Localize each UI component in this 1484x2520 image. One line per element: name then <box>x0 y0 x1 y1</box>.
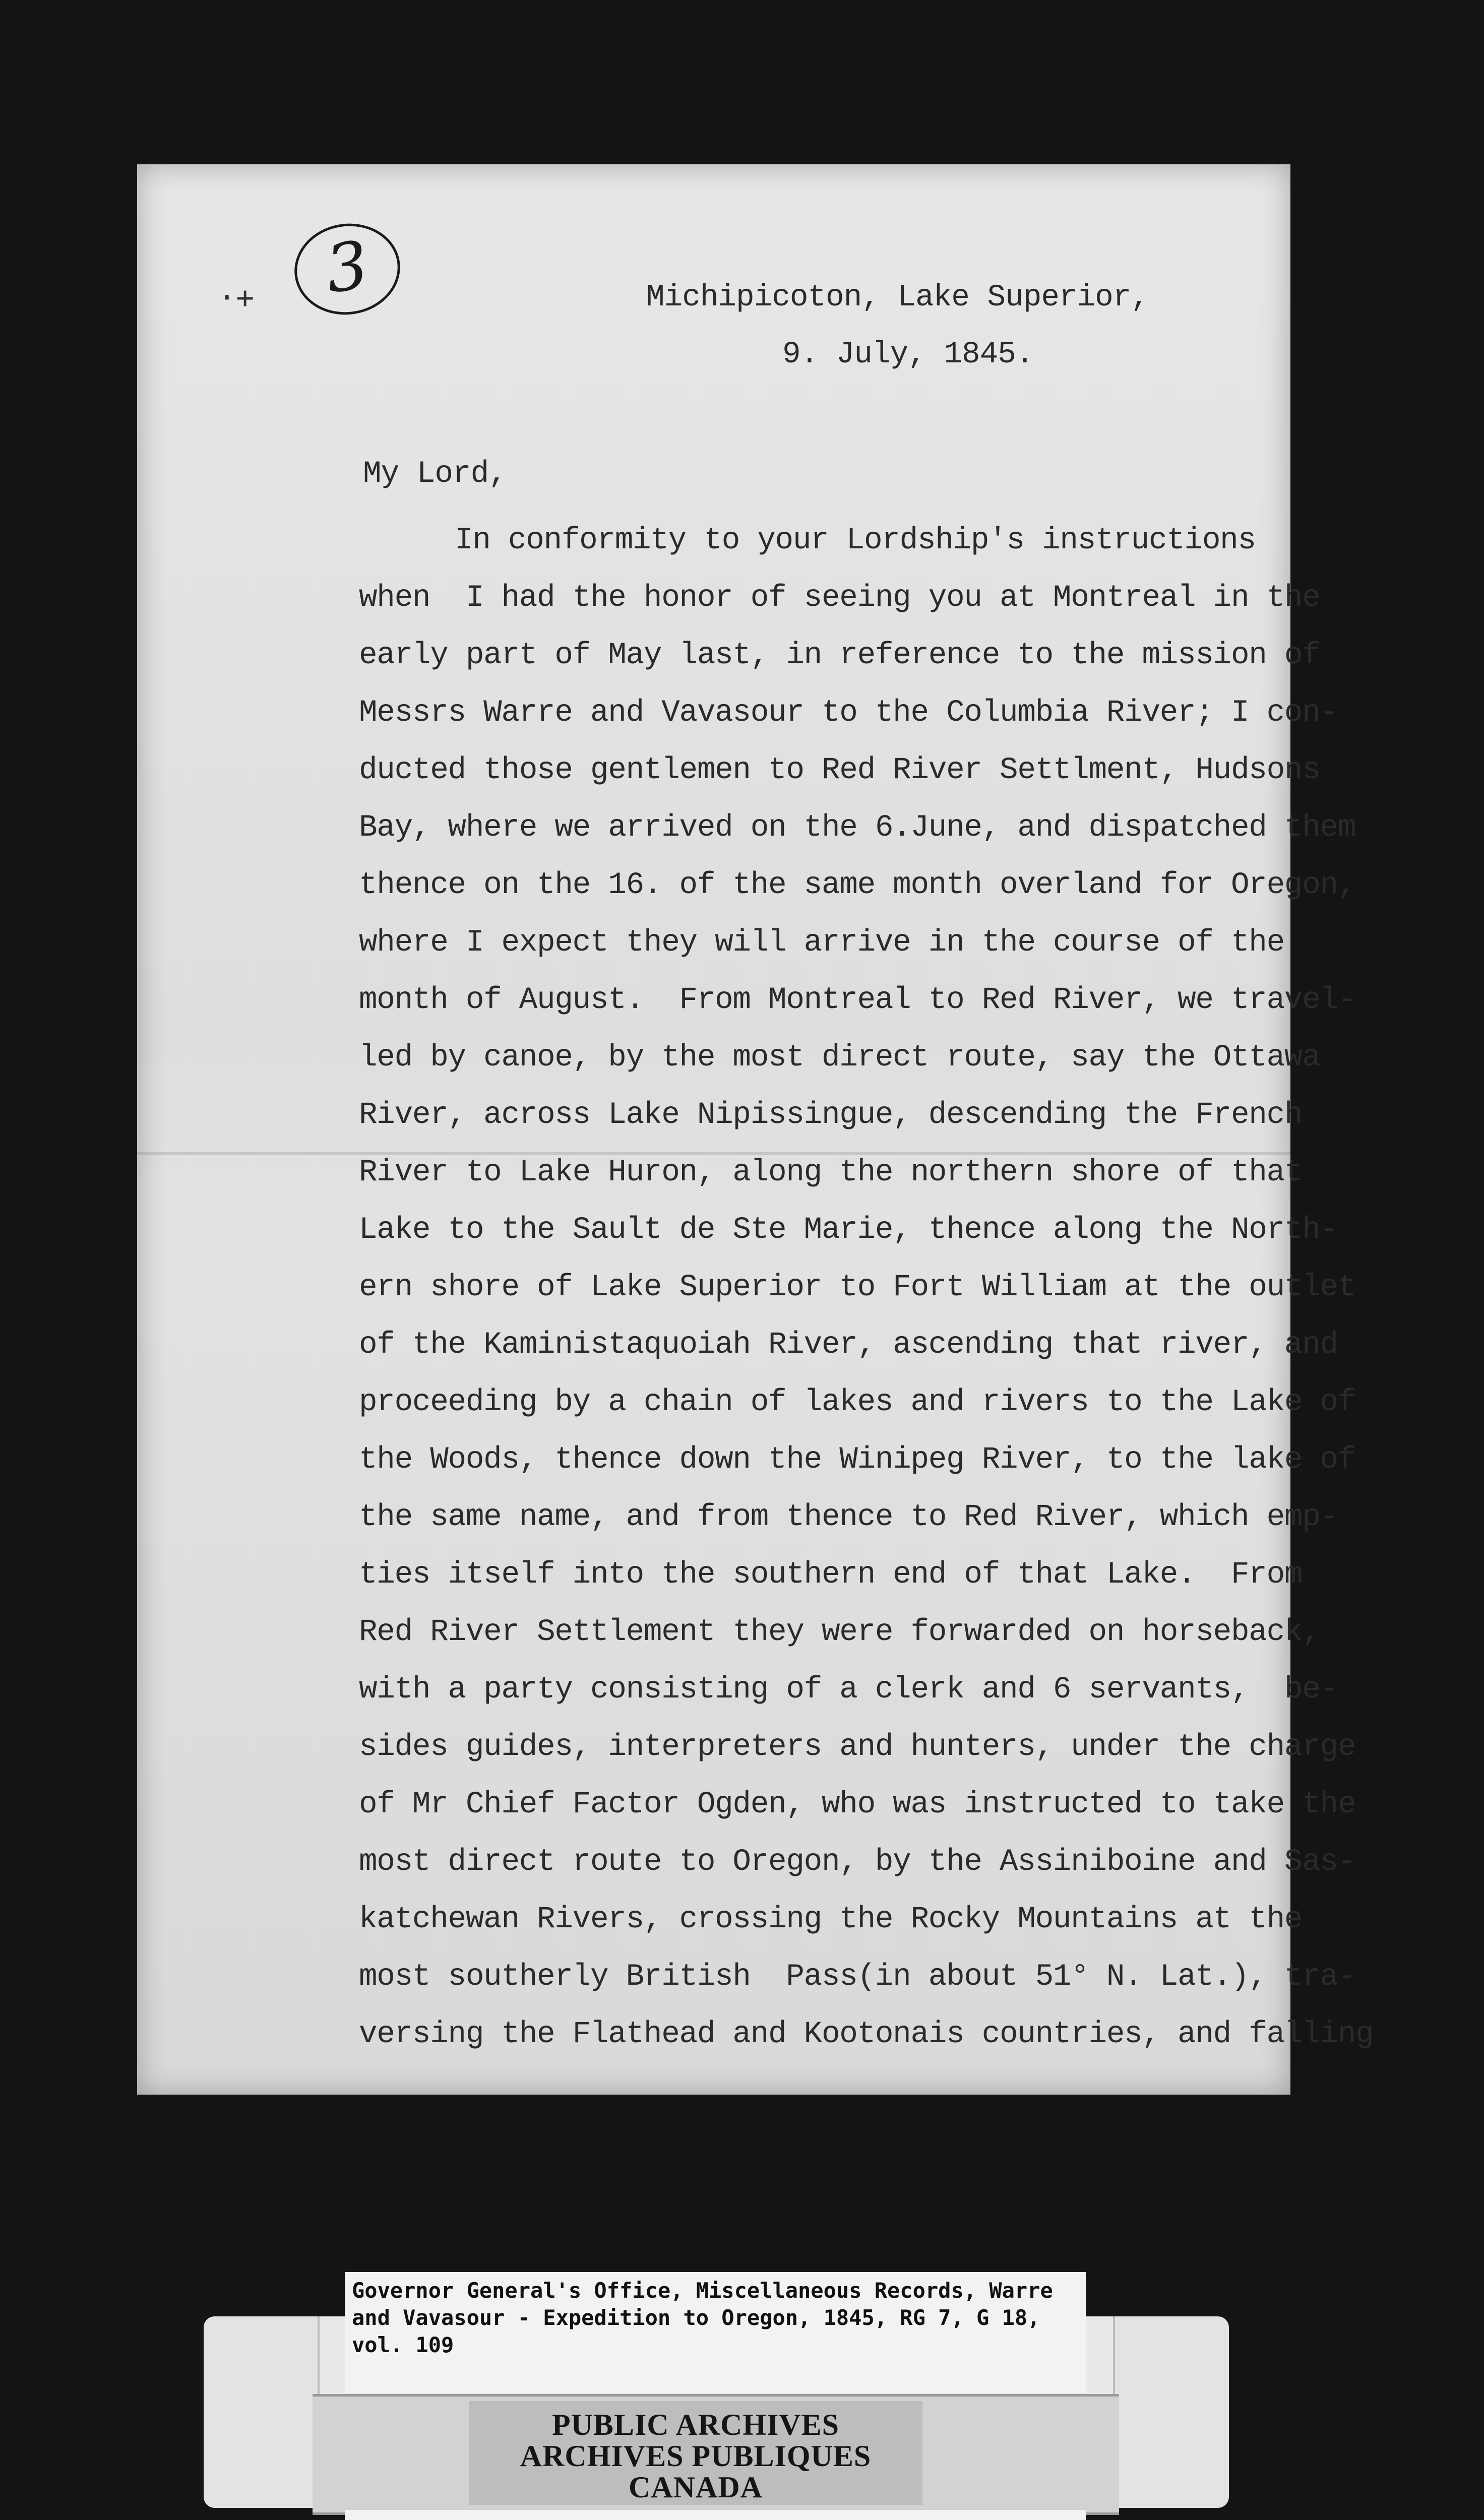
stamp-line-english: PUBLIC ARCHIVES <box>551 2408 840 2441</box>
letter-body-line: of the Kaministaquoiah River, ascending that river, and <box>359 1328 1338 1362</box>
letter-body-line: most southerly British Pass(in about 51° N. Lat.), tra- <box>359 1960 1356 1994</box>
letter-place: Michipicoton, Lake Superior, <box>646 280 1149 315</box>
archive-reference-text: Governor General's Office, Miscellaneous Records, Warre and Vavasour - Expedition to Oregon, 1845, RG 7, G 18, vol. 109 <box>352 2278 1066 2357</box>
archive-stamp <box>469 2401 922 2505</box>
letter-body-line: the same name, and from thence to Red River, which emp- <box>359 1500 1338 1535</box>
letter-body-line: Red River Settlement they were forwarded on horseback, <box>359 1615 1320 1650</box>
archive-card-lower <box>345 2510 1086 2520</box>
pencil-mark: ·+ <box>218 280 255 316</box>
letter-body-line: ducted those gentlemen to Red River Settlment, Hudsons <box>359 753 1320 788</box>
letter-body-line: the Woods, thence down the Winipeg River, to the lake of <box>359 1442 1356 1477</box>
letter-body-line: katchewan Rivers, crossing the Rocky Mountains at the <box>359 1902 1303 1937</box>
letter-body-line: of Mr Chief Factor Ogden, who was instructed to take the <box>359 1787 1356 1822</box>
letter-body-line: with a party consisting of a clerk and 6 servants, be- <box>359 1672 1338 1707</box>
letter-body-line: ern shore of Lake Superior to Fort William at the outlet <box>359 1270 1356 1305</box>
folio-number: 3 <box>321 226 373 308</box>
folio-number-circle <box>288 217 406 321</box>
letter-body-line: Lake to the Sault de Ste Marie, thence along the North- <box>359 1213 1338 1247</box>
letter-salutation: My Lord, <box>363 457 507 491</box>
letter-body-line: most direct route to Oregon, by the Assiniboine and Sas- <box>359 1845 1356 1879</box>
letter-body-line: where I expect they will arrive in the course of the <box>359 925 1284 960</box>
letter-date: 9. July, 1845. <box>782 337 1034 372</box>
letter-body-line: thence on the 16. of the same month overland for Oregon, <box>359 868 1356 903</box>
letter-page <box>137 164 1374 2095</box>
letter-body-line: River to Lake Huron, along the northern shore of that <box>359 1155 1303 1190</box>
letter-body-line: when I had the honor of seeing you at Montreal in the <box>359 581 1320 615</box>
letter-body-line: In conformity to your Lordship's instructions <box>455 523 1256 558</box>
letter-body-line: month of August. From Montreal to Red River, we travel- <box>359 983 1356 1018</box>
letter-body-line: early part of May last, in reference to the mission of <box>359 638 1320 673</box>
letter-body-line: led by canoe, by the most direct route, say the Ottawa <box>359 1040 1320 1075</box>
holder-tab-left <box>204 2316 320 2508</box>
archive-reference-card <box>345 2272 1086 2393</box>
stamp-line-french: ARCHIVES PUBLIQUES <box>520 2439 872 2473</box>
stamp-line-country: CANADA <box>629 2471 763 2504</box>
letter-body-line: ties itself into the southern end of that Lake. From <box>359 1557 1303 1592</box>
holder-tab-right <box>1113 2316 1229 2508</box>
letter-body-line: versing the Flathead and Kootonais countries, and falling <box>359 2017 1374 2052</box>
letter-body-line: River, across Lake Nipissingue, descending the French <box>359 1098 1303 1132</box>
letter-body-line: Messrs Warre and Vavasour to the Columbia River; I con- <box>359 696 1338 730</box>
letter-body <box>359 512 1374 2063</box>
letter-body-line: sides guides, interpreters and hunters, under the charge <box>359 1730 1356 1765</box>
letter-body-line: proceeding by a chain of lakes and rivers to the Lake of <box>359 1385 1356 1420</box>
letter-body-line: Bay, where we arrived on the 6.June, and dispatched them <box>359 810 1356 845</box>
